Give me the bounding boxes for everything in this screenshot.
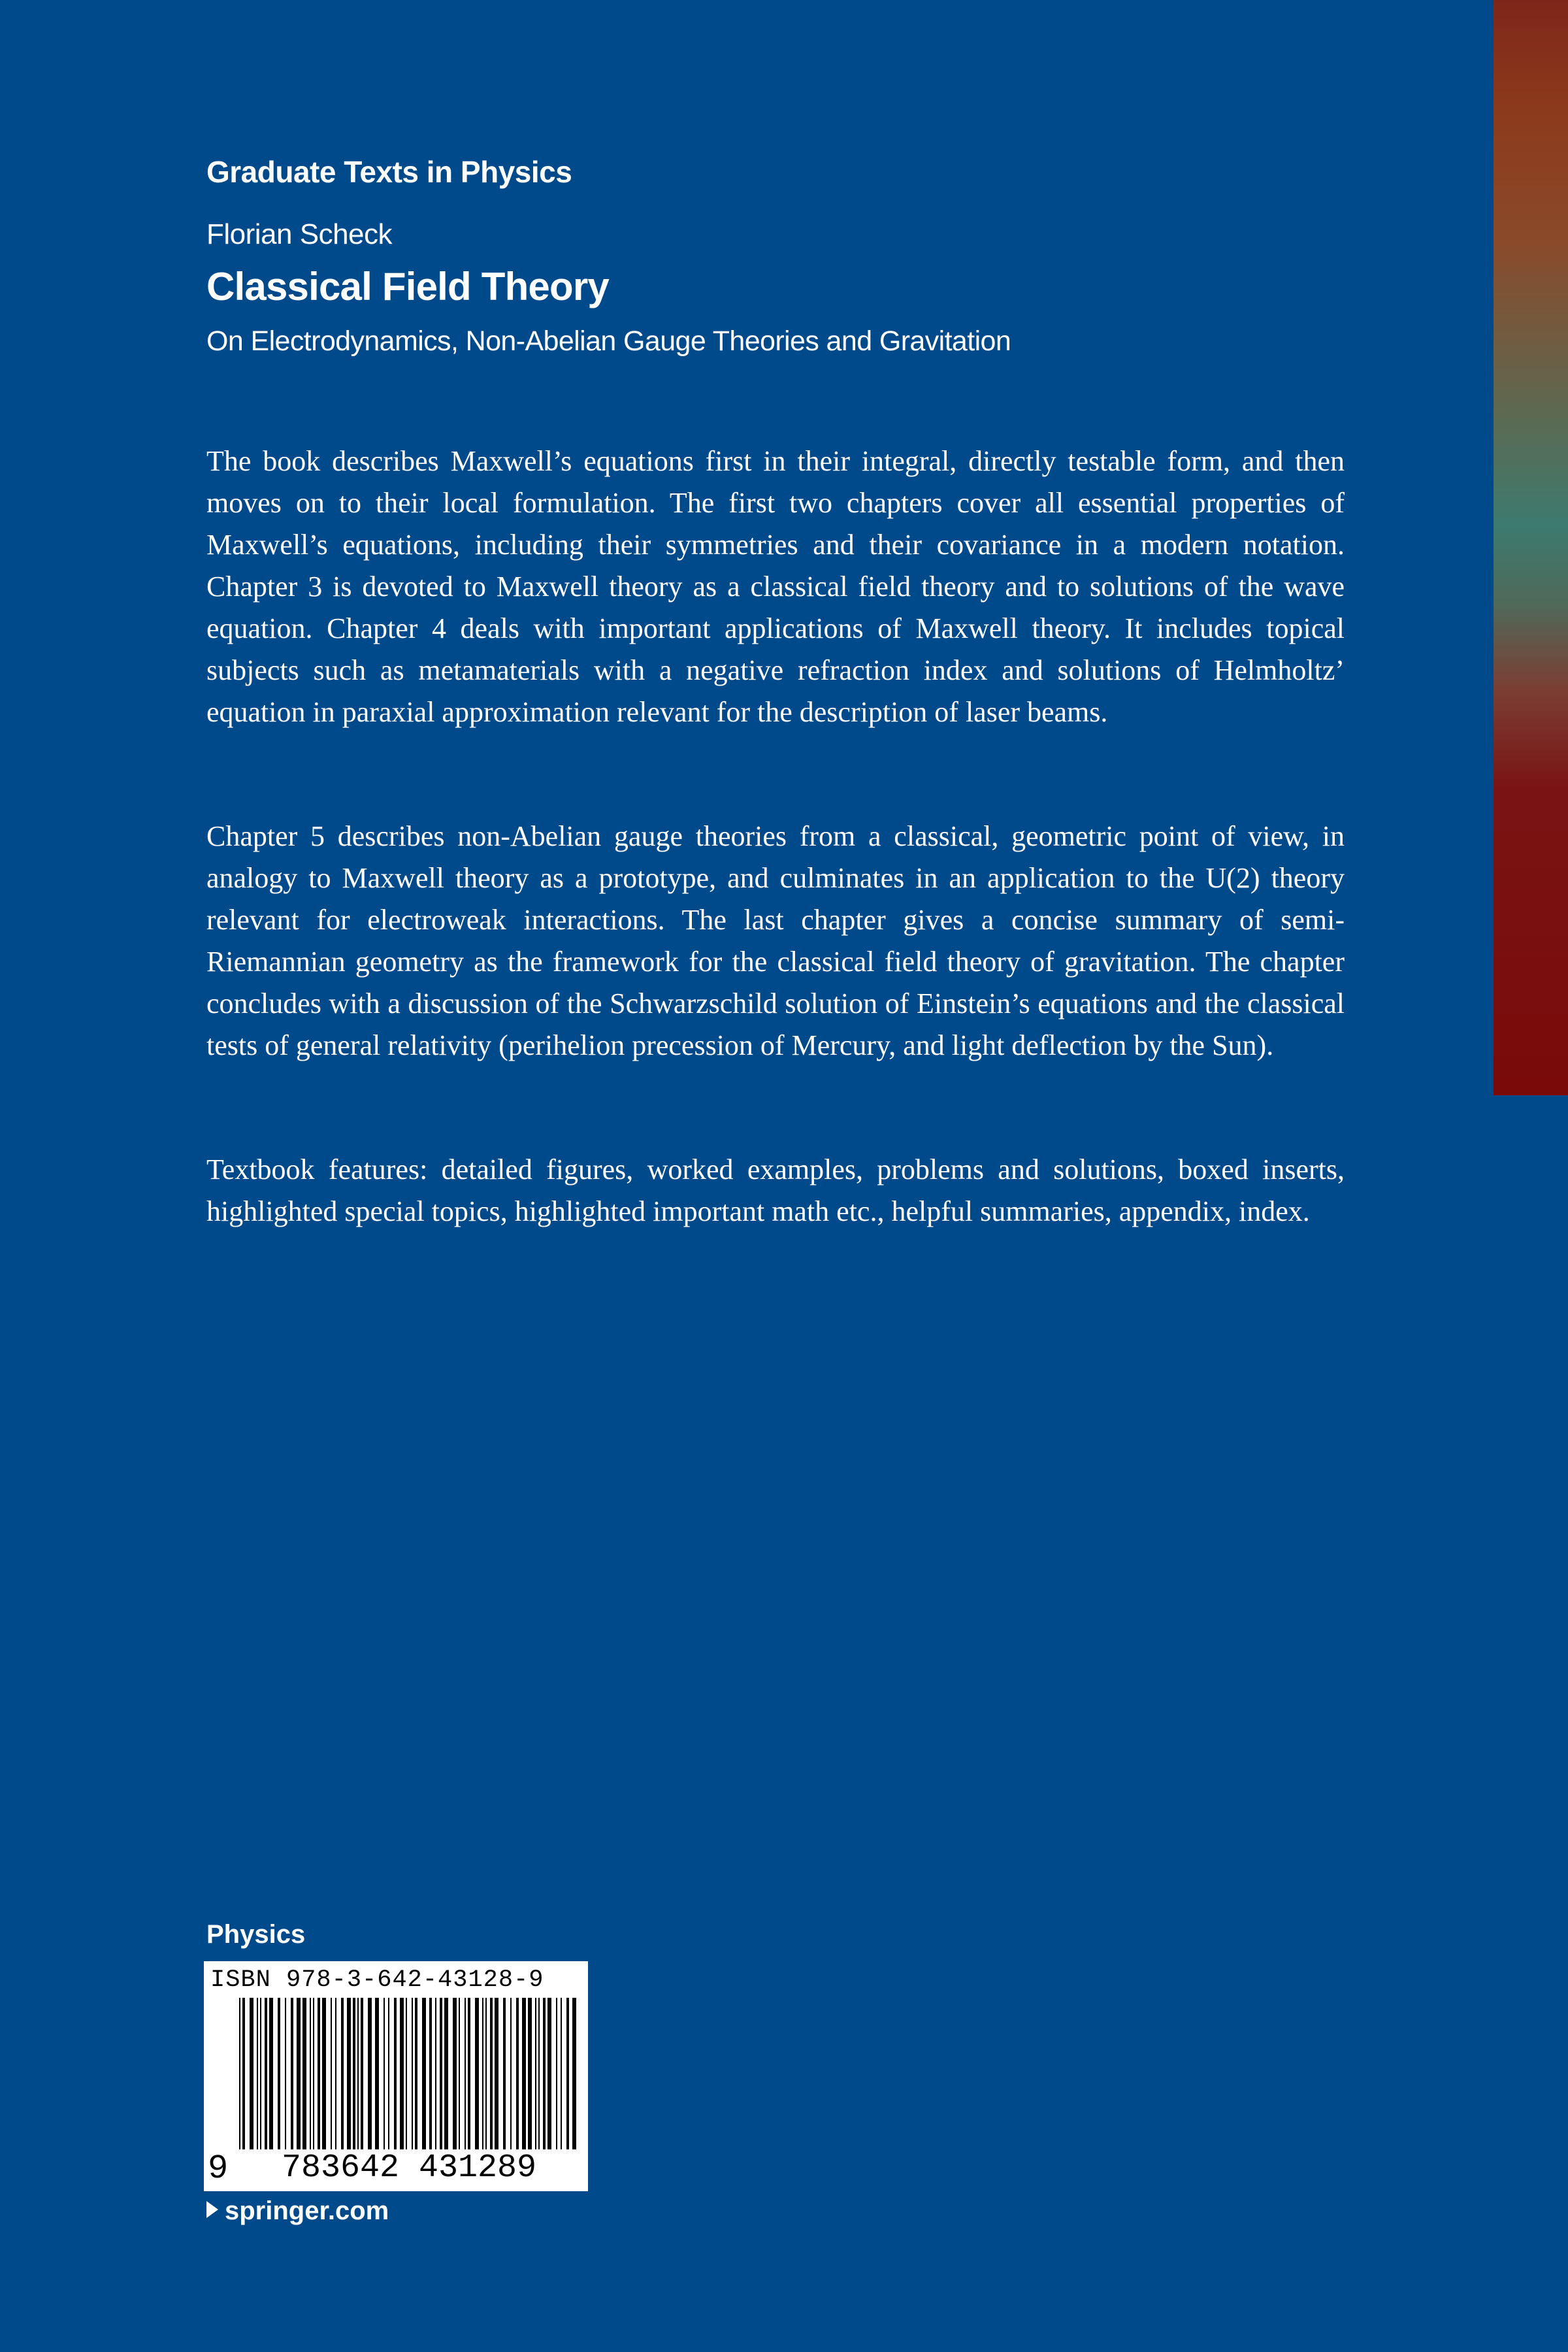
barcode-bar bbox=[310, 1998, 311, 2149]
barcode-bar bbox=[278, 1998, 280, 2149]
barcode-bar bbox=[510, 1998, 512, 2149]
barcode-bar bbox=[406, 1998, 407, 2149]
barcode-bar bbox=[269, 1998, 273, 2149]
subject-label: Physics bbox=[206, 1920, 306, 1949]
barcode-bar bbox=[435, 1998, 436, 2149]
barcode-bar bbox=[422, 1998, 426, 2149]
barcode-bar bbox=[429, 1998, 432, 2149]
barcode-bar bbox=[357, 1998, 359, 2149]
barcode-bar bbox=[475, 1998, 479, 2161]
blurb-paragraph: Chapter 5 describes non-Abelian gauge theories from a classical, geometric point of view, in analogy to Maxwell theory as a prototype, and culminates in an application to the U(2) theory relevant for electroweak interactions. The last chapter gives a concise summary of semi-Riemannian geometry as the framework for the classical field theory of gravitation. The chapter concludes with a discussion of the Schwarzschild solution of Einstein’s equations and the classical tests of general relativity (perihelion precession of Mercury, and light deflection by the Sun). bbox=[206, 820, 1345, 1061]
publisher-url-text: springer.com bbox=[225, 2196, 389, 2225]
isbn-label: ISBN 978-3-642-43128-9 bbox=[210, 1966, 544, 1994]
barcode-bar bbox=[257, 1998, 258, 2149]
barcode-bar bbox=[347, 1998, 351, 2149]
barcode-bar bbox=[440, 1998, 442, 2149]
barcode-bar bbox=[313, 1998, 314, 2149]
series-title: Graduate Texts in Physics bbox=[206, 155, 572, 189]
barcode-bar bbox=[322, 1998, 326, 2149]
barcode-bar bbox=[415, 1998, 417, 2149]
barcode-bar bbox=[485, 1998, 487, 2149]
barcode-bar bbox=[375, 1998, 379, 2149]
barcode-bar bbox=[490, 1998, 493, 2149]
book-subtitle: On Electrodynamics, Non-Abelian Gauge Theories and Gravitation bbox=[206, 325, 1011, 357]
barcode-bar bbox=[535, 1998, 536, 2149]
barcode-bars bbox=[239, 1998, 579, 2161]
barcode-bar bbox=[318, 1998, 320, 2149]
barcode-bar bbox=[572, 1998, 576, 2149]
barcode-bar bbox=[453, 1998, 457, 2149]
barcode-bar bbox=[556, 1998, 557, 2149]
barcode-bar bbox=[543, 1998, 546, 2149]
blurb-paragraph: Textbook features: detailed figures, worked examples, problems and solutions, boxed inserts, highlighted special topics, highlighted important math etc., helpful summaries, appendix, index. bbox=[206, 1153, 1345, 1227]
barcode-bar bbox=[302, 1998, 306, 2149]
spine-color-strip bbox=[1494, 0, 1568, 1095]
barcode-bar bbox=[361, 1998, 363, 2149]
barcode-bar bbox=[341, 1998, 344, 2149]
barcode-lead-digit: 9 bbox=[208, 2149, 229, 2188]
barcode-bar bbox=[538, 1998, 540, 2149]
barcode-bar bbox=[388, 1998, 389, 2149]
barcode-bar bbox=[465, 1998, 466, 2149]
barcode-bar bbox=[394, 1998, 397, 2149]
barcode-bar bbox=[482, 1998, 483, 2149]
barcode-bar bbox=[331, 1998, 332, 2149]
barcode-bar bbox=[335, 1998, 336, 2149]
barcode-bar bbox=[561, 1998, 562, 2149]
barcode-bar bbox=[239, 1998, 240, 2161]
barcode-bar bbox=[444, 1998, 448, 2149]
barcode-bar bbox=[459, 1998, 460, 2149]
barcode-bar bbox=[368, 1998, 372, 2149]
barcode-bar bbox=[400, 1998, 404, 2149]
author-name: Florian Scheck bbox=[206, 218, 393, 250]
barcode-bar bbox=[547, 1998, 551, 2149]
barcode-bar bbox=[384, 1998, 385, 2149]
barcode-bar bbox=[528, 1998, 532, 2149]
barcode-bar bbox=[516, 1998, 519, 2149]
barcode-bar bbox=[468, 1998, 470, 2161]
barcode-bar bbox=[297, 1998, 301, 2149]
barcode-bar bbox=[285, 1998, 286, 2149]
barcode-bar bbox=[412, 1998, 413, 2149]
barcode-bar bbox=[260, 1998, 261, 2149]
barcode-bar bbox=[495, 1998, 498, 2149]
isbn-barcode bbox=[204, 1961, 588, 2191]
book-title: Classical Field Theory bbox=[206, 265, 609, 308]
barcode-bar bbox=[242, 1998, 245, 2161]
barcode-bar bbox=[566, 1998, 569, 2149]
barcode-bar bbox=[503, 1998, 506, 2149]
barcode-bar bbox=[265, 1998, 267, 2149]
arrow-right-icon bbox=[206, 2201, 218, 2218]
barcode-bar bbox=[353, 1998, 355, 2149]
blurb-paragraph: The book describes Maxwell’s equations first in their integral, directly testable form, and then moves on to their local formulation. The first two chapters cover all essential properties of Maxwell’s equations, including their symmetries and their covariance in a modern notation. Chapter 3 is devoted to Maxwell theory as a classical field theory and to solutions of the wave equation. Chapter 4 deals with important applications of Maxwell theory. It includes topical subjects such as metamaterials with a negative refraction index and solutions of Helmholtz’ equation in paraxial approximation relevant for the description of laser beams. bbox=[206, 445, 1345, 728]
barcode-digits: 783642 431289 bbox=[239, 2149, 579, 2187]
barcode-bar bbox=[291, 1998, 293, 2149]
publisher-link[interactable] bbox=[206, 2196, 389, 2226]
barcode-bar bbox=[250, 1998, 253, 2149]
barcode-bar bbox=[522, 1998, 526, 2149]
